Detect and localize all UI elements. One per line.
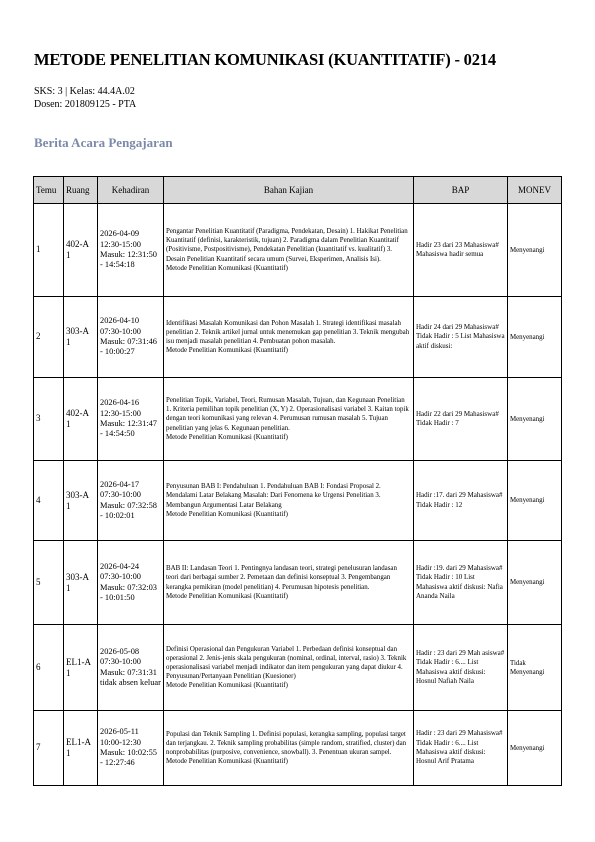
cell-kehadiran: 2026-04-09 12:30-15:00 Masuk: 12:31:50 - 14:54:18 [98, 204, 164, 297]
table-row [34, 461, 562, 541]
lecturer-info: Dosen: 201809125 - PTA [34, 99, 137, 110]
cell-monev: Menyenangi [508, 461, 562, 541]
cell-bap: Hadir 23 dari 23 Mahasiswa# Mahasiswa hadir semua [414, 204, 508, 297]
bahan-text: Definisi Operasional dan Pengukuran Variabel 1. Perbedaan definisi konseptual dan operasional 2. Jenis-jenis skala pengukuran (nominal, ordinal, interval, rasio) 3. Teknik operasionalisasi variabel menjadi indikator dan item pengukuran yang dapat diukur 4. Penyusunan/Pertanyaan Penelitian (Kuesioner) [166, 645, 407, 681]
cell-monev: Menyenangi [508, 204, 562, 297]
table-row [34, 711, 562, 786]
cell-bap: Hadir : 23 dari 29 Mah asiswa# Tidak Hadir : 6.... List Mahasiswa aktif diskusi: Hosnul Nafiah Naila [414, 625, 508, 711]
cell-temu: 5 [34, 541, 64, 625]
cell-bahan-kajian [164, 378, 414, 461]
bahan-course: Metode Penelitian Komunikasi (Kuantitatif) [166, 347, 288, 355]
cell-ruang: 402-A 1 [64, 204, 98, 297]
class-info: SKS: 3 | Kelas: 44.4A.02 [34, 86, 135, 97]
bahan-course: Metode Penelitian Komunikasi (Kuantitatif) [166, 510, 288, 518]
cell-bap: Hadir :19. dari 29 Mahasiswa# Tidak Hadir : 10 List Mahasiswa aktif diskusi: Nafia Ananda Naila [414, 541, 508, 625]
cell-bahan-kajian [164, 711, 414, 786]
header-ruang: Ruang [64, 177, 98, 204]
page-title: METODE PENELITIAN KOMUNIKASI (KUANTITATIF) - 0214 [34, 50, 496, 69]
header-bahan-kajian: Bahan Kajian [164, 177, 414, 204]
table-row [34, 378, 562, 461]
header-kehadiran: Kehadiran [98, 177, 164, 204]
cell-bap: Hadir 22 dari 29 Mahasiswa# Tidak Hadir : 7 [414, 378, 508, 461]
cell-bahan-kajian [164, 297, 414, 378]
cell-temu: 6 [34, 625, 64, 711]
cell-monev: Menyenangi [508, 297, 562, 378]
cell-kehadiran: 2026-04-17 07:30-10:00 Masuk: 07:32:58 - 10:02:01 [98, 461, 164, 541]
header-temu: Temu [34, 177, 64, 204]
cell-bap: Hadir :17. dari 29 Mahasiswa# Tidak Hadir : 12 [414, 461, 508, 541]
bahan-course: Metode Penelitian Komunikasi (Kuantitatif) [166, 592, 288, 600]
cell-ruang: EL1-A 1 [64, 625, 98, 711]
cell-bahan-kajian [164, 541, 414, 625]
bahan-text: Penelitian Topik, Variabel, Teori, Rumusan Masalah, Tujuan, dan Kegunaan Penelitian 1. Kriteria pemilihan topik penelitian (X, Y) 2. Operasionalisasi variabel 3. Kaitan topik dengan teori komunikasi yang relevan 4. Perumusan rumusan masalah 5. Tujuan penelitian yang jelas 6. Kegunaan penelitian. [166, 397, 409, 432]
bahan-text: Identifikasi Masalah Komunikasi dan Pohon Masalah 1. Strategi identifikasi masalah penelitian 2. Teknik artikel jurnal untuk menemukan gap penelitian 3. Teknik mengubah isu menjadi masalah penelitian 4. Pembuatan pohon masalah. [166, 319, 410, 345]
cell-bahan-kajian [164, 625, 414, 711]
cell-monev: Menyenangi [508, 711, 562, 786]
cell-kehadiran: 2026-04-16 12:30-15:00 Masuk: 12:31:47 - 14:54:50 [98, 378, 164, 461]
cell-kehadiran: 2026-04-10 07:30-10:00 Masuk: 07:31:46 - 10:00:27 [98, 297, 164, 378]
table-row [34, 625, 562, 711]
table-row [34, 204, 562, 297]
cell-monev: Tidak Menyenangi [508, 625, 562, 711]
cell-kehadiran: 2026-05-11 10:00-12:30 Masuk: 10:02:55 - 12:27:46 [98, 711, 164, 786]
teaching-log-table [33, 176, 562, 786]
bahan-course: Metode Penelitian Komunikasi (Kuantitatif) [166, 758, 288, 766]
cell-monev: Menyenangi [508, 541, 562, 625]
cell-monev: Menyenangi [508, 378, 562, 461]
header-monev: MONEV [508, 177, 562, 204]
bahan-text: Populasi dan Teknik Sampling 1. Definisi populasi, kerangka sampling, populasi target dan terjangkau. 2. Teknik sampling probabilitas (simple random, stratified, cluster) dan nonprobabilitas (purposive, convenience, snowball). 3. Penentuan ukuran sampel. [166, 730, 407, 756]
bahan-text: BAB II: Landasan Teori 1. Pentingnya landasan teori, strategi penelusuran landasan teori dari berbagai sumber 2. Pemetaan dan definisi konseptual 3. Pengembangan kerangka pemikiran (model penelitian) 4. Perumusan hipotesis penelitian. [166, 565, 397, 591]
cell-ruang: EL1-A 1 [64, 711, 98, 786]
table-row [34, 541, 562, 625]
cell-kehadiran: 2026-04-24 07:30-10:00 Masuk: 07:32:03 - 10:01:50 [98, 541, 164, 625]
header-bap: BAP [414, 177, 508, 204]
cell-temu: 1 [34, 204, 64, 297]
cell-temu: 2 [34, 297, 64, 378]
bahan-course: Metode Penelitian Komunikasi (Kuantitatif) [166, 264, 288, 272]
cell-bahan-kajian [164, 461, 414, 541]
cell-temu: 3 [34, 378, 64, 461]
cell-bap: Hadir 24 dari 29 Mahasiswa# Tidak Hadir : 5 List Mahasiswa aktif diskusi: [414, 297, 508, 378]
cell-bahan-kajian [164, 204, 414, 297]
bahan-course: Metode Penelitian Komunikasi (Kuantitatif) [166, 433, 288, 441]
section-title: Berita Acara Pengajaran [34, 135, 173, 150]
table-header-row [34, 177, 562, 204]
bahan-text: Penyusunan BAB I: Pendahuluan 1. Pendahuluan BAB I: Fondasi Proposal 2. Mendalami Latar Belakang Masalah: Dari Fenomena ke Urgensi Penelitian 3. Membangun Argumentasi Latar Belakang [166, 483, 381, 509]
bahan-course: Metode Penelitian Komunikasi (Kuantitatif) [166, 682, 288, 690]
bahan-text: Pengantar Penelitian Kuantitatif (Paradigma, Pendekatan, Desain) 1. Hakikat Penelitian Kuantitatif (definisi, karakteristik, tujuan) 2. Paradigma dalam Penelitian Kuantitatif (Positivisme, Postpositivisme), Pendekatan Penelitian (kuantitatif vs. kualitatif) 3. Desain Penelitian Kuantitatif secara umum (Survei, Eksperimen, Analisis Isi). [166, 228, 408, 263]
cell-bap: Hadir : 23 dari 29 Mahasiswa# Tidak Hadir : 6.... List Mahasiswa aktif diskusi: Hosnul Arif Pratama [414, 711, 508, 786]
cell-kehadiran: 2026-05-08 07:30-10:00 Masuk: 07:31:31 tidak absen keluar [98, 625, 164, 711]
table-row [34, 297, 562, 378]
cell-ruang: 303-A 1 [64, 461, 98, 541]
cell-temu: 7 [34, 711, 64, 786]
cell-ruang: 303-A 1 [64, 541, 98, 625]
cell-temu: 4 [34, 461, 64, 541]
cell-ruang: 303-A 1 [64, 297, 98, 378]
cell-ruang: 402-A 1 [64, 378, 98, 461]
